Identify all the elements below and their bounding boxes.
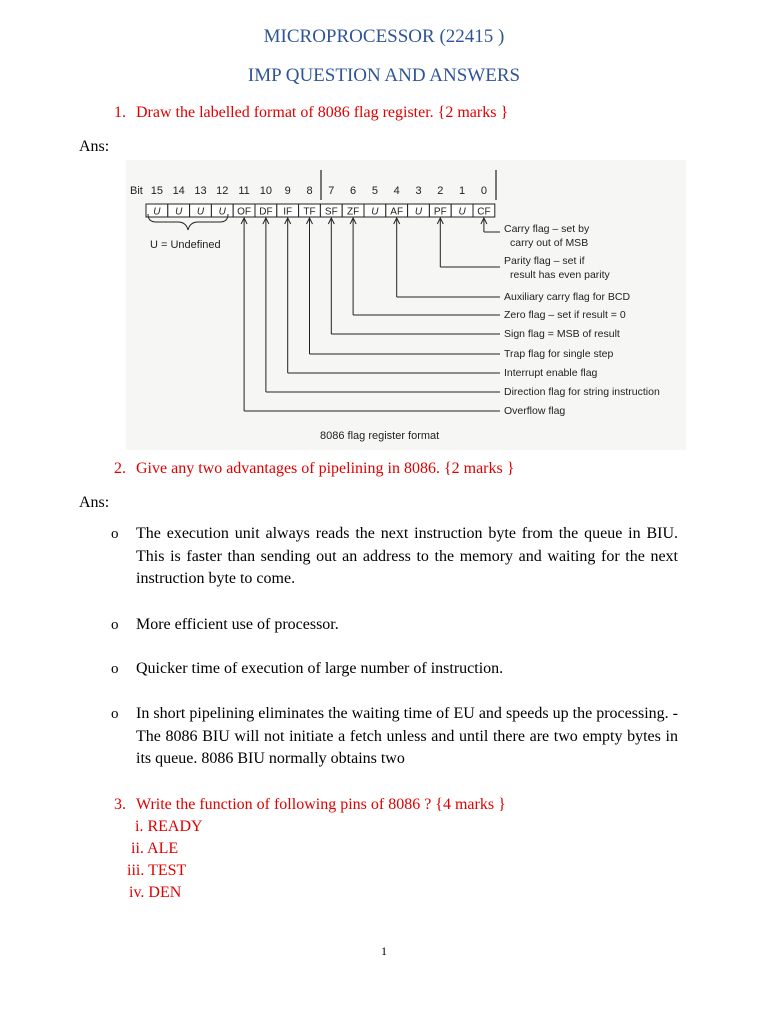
flag-label: Parity flag – set if: [504, 255, 585, 267]
flag-cell-label: AF: [390, 206, 404, 218]
pin-label: TEST: [148, 862, 187, 879]
flag-label: Overflow flag: [504, 405, 566, 417]
bullet-marker: o: [111, 661, 119, 677]
bit-number: 9: [284, 185, 291, 197]
flag-register-figure: [126, 160, 686, 450]
flag-cell-label: OF: [237, 206, 252, 218]
bit-number: 13: [194, 185, 207, 197]
page-number: 1: [381, 944, 387, 958]
bit-number: 1: [459, 185, 466, 197]
question-3: [114, 796, 506, 814]
flag-label: Trap flag for single step: [504, 348, 614, 360]
pin-item: [131, 840, 178, 858]
bit-number: 10: [259, 185, 273, 197]
undefined-label: U = Undefined: [150, 239, 221, 251]
flag-cell-label: U: [371, 206, 379, 218]
bullet-marker: o: [111, 706, 119, 722]
bit-number: 15: [150, 185, 164, 197]
pin-item: [127, 862, 186, 880]
question-1: [114, 104, 508, 122]
question-text: Draw the labelled format of 8086 flag register. {2 marks }: [136, 104, 509, 121]
bit-number: 14: [172, 185, 185, 197]
flag-label: carry out of MSB: [510, 237, 589, 249]
pin-item: [129, 884, 181, 902]
flag-cell-label: U: [218, 206, 226, 218]
flag-cell-label: IF: [283, 206, 293, 218]
flag-cell-label: TF: [303, 206, 316, 218]
pin-label: ALE: [147, 840, 179, 857]
bullet-marker: o: [111, 526, 119, 542]
bullet-marker: o: [111, 617, 119, 633]
flag-cell-label: U: [458, 206, 466, 218]
question-number: 1.: [114, 104, 126, 121]
bit-number: 3: [415, 185, 422, 197]
flag-cells: [146, 204, 495, 218]
pin-number: i.: [135, 818, 144, 835]
bit-number: 7: [328, 185, 335, 197]
flag-cell-label: CF: [477, 206, 491, 218]
answer-label: Ans:: [79, 138, 110, 155]
answer-label: Ans:: [79, 494, 110, 511]
bit-label: Bit: [130, 185, 143, 197]
question-number: 3.: [114, 796, 126, 813]
bit-number: 5: [371, 185, 378, 197]
question-text: Write the function of following pins of 8086 ? {4 marks }: [136, 796, 506, 813]
figure-caption: 8086 flag register format: [320, 430, 440, 442]
flag-label: Interrupt enable flag: [504, 367, 598, 379]
list-item-text: In short pipelining eliminates the waiting time of EU and speeds up the processing. -The 8086 BIU will not initiate a fetch unless and until there are two empty bytes in its queue. 8086 BIU normally obtains two: [136, 705, 678, 767]
flag-label: Carry flag – set by: [504, 223, 590, 235]
flag-label: Sign flag = MSB of result: [504, 328, 620, 340]
question-number: 2.: [114, 460, 126, 477]
pin-number: iii.: [127, 862, 145, 879]
question-text: Give any two advantages of pipelining in 8086. {2 marks }: [136, 460, 515, 477]
bit-number: 0: [480, 185, 487, 197]
flag-cell-label: U: [175, 206, 183, 218]
flag-label: Zero flag – set if result = 0: [504, 309, 626, 321]
pin-item: [135, 818, 203, 836]
page-title: MICROPROCESSOR (22415 ): [263, 26, 505, 47]
pin-label: DEN: [148, 884, 182, 901]
flag-cell-label: U: [196, 206, 205, 218]
flag-cell-label: U: [414, 206, 423, 218]
pin-number: iv.: [129, 884, 145, 901]
flag-cell-label: U: [153, 206, 161, 218]
list-item-text: The execution unit always reads the next instruction byte from the queue in BIU. This is faster than sending out an address to the memory and waiting for the next instruction byte to come.: [136, 525, 678, 587]
flag-cell-label: SF: [324, 206, 338, 218]
flag-label: Direction flag for string instruction: [504, 386, 660, 398]
bit-number: 12: [216, 185, 229, 197]
pin-label: READY: [147, 818, 203, 835]
flag-cell-label: PF: [433, 206, 447, 218]
list-item-text: Quicker time of execution of large number of instruction.: [136, 660, 504, 677]
bit-number: 4: [393, 185, 400, 197]
flag-cell-label: ZF: [346, 206, 360, 218]
bit-number: 8: [306, 185, 313, 197]
question-2: [114, 460, 514, 478]
flag-label: Auxiliary carry flag for BCD: [504, 291, 631, 303]
flag-cell-label: DF: [259, 206, 273, 218]
list-item-text: More efficient use of processor.: [136, 616, 339, 633]
bit-number: 2: [437, 185, 444, 197]
bit-number: 11: [238, 185, 250, 197]
page-subtitle: IMP QUESTION AND ANSWERS: [247, 65, 521, 86]
flag-label: result has even parity: [510, 269, 610, 281]
pin-number: ii.: [131, 840, 144, 857]
bit-number: 6: [350, 185, 357, 197]
